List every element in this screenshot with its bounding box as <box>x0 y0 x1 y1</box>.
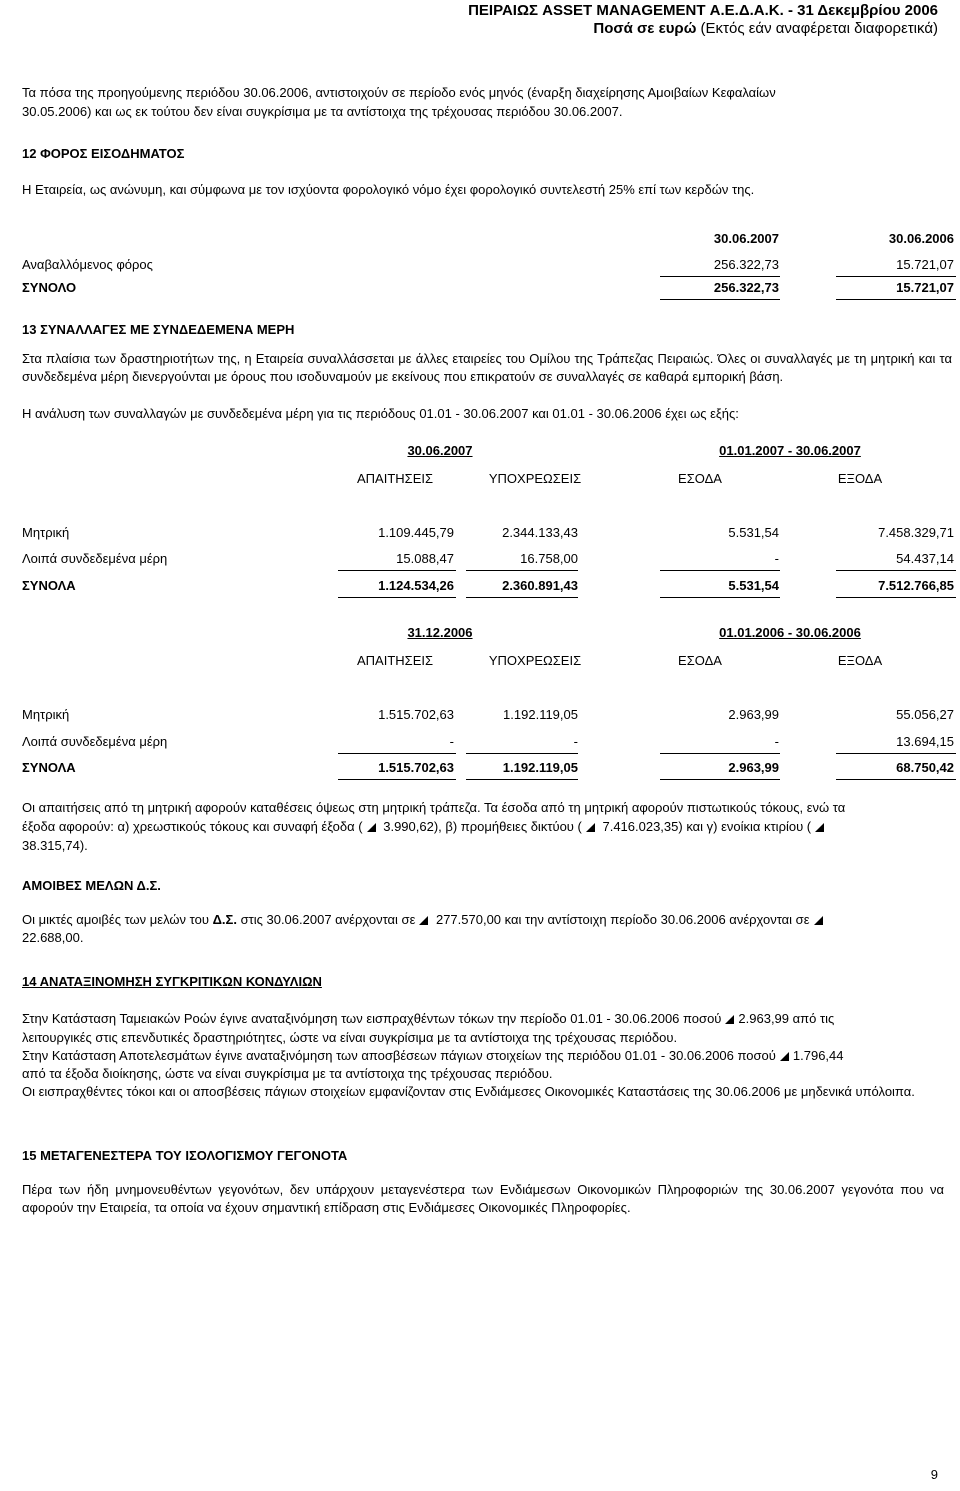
section-13-heading: 13 ΣΥΝΑΛΛΑΓΕΣ ΜΕ ΣΥΝΔΕΔΕΜΕΝΑ ΜΕΡΗ <box>22 322 295 337</box>
divider <box>466 570 578 571</box>
tax-total-label: ΣΥΝΟΛΟ <box>22 280 77 295</box>
table2-cell: 2.963,99 <box>728 707 779 722</box>
table1-cell: - <box>774 551 779 566</box>
section-14-line-3: Στην Κατάσταση Αποτελεσμάτων έγινε αναταξινόμηση των αποσβέσεων πάγιων στοιχείων της περιόδου 01.01 - 30.06.2006 ποσού 1.796,44 <box>22 1048 844 1063</box>
table1-cell: 7.458.329,71 <box>878 525 954 540</box>
parent-note-line-2: έξοδα αφορούν: α) χρεωστικούς τόκους και συναφή έξοδα ( 3.990,62), β) προμήθειες δικτύου ( 7.416.023,35) και γ) ενοίκια κτιρίου ( <box>22 818 952 836</box>
divider <box>836 779 956 780</box>
table2-date-balance: 31.12.2006 <box>407 625 473 640</box>
section-14-line-5: Οι εισπραχθέντες τόκοι και οι αποσβέσεις πάγιων στοιχείων εμφανίζονταν στις Ενδιάμεσες Οικονομικές Καταστάσεις της 30.06.2006 με μηδενικά υπόλοιπα. <box>22 1084 915 1099</box>
euro-icon <box>586 823 595 832</box>
table1-cell: 15.088,47 <box>396 551 454 566</box>
table2-col-expenses: ΕΞΟΔΑ <box>837 653 883 668</box>
section-13-analysis-text: Η ανάλυση των συναλλαγών με συνδεδεμένα μέρη για τις περιόδους 01.01 - 30.06.2007 και 01.01 - 30.06.2006 έχει ως εξής: <box>22 406 739 421</box>
divider <box>836 597 956 598</box>
divider <box>660 570 780 571</box>
divider <box>660 299 780 300</box>
divider <box>660 597 780 598</box>
euro-icon <box>780 1052 789 1061</box>
table2-col-income: ΕΣΟΔΑ <box>678 653 722 668</box>
table1-cell: 2.344.133,43 <box>502 525 578 540</box>
table1-cell: 5.531,54 <box>728 525 779 540</box>
table2-total-cell: 1.515.702,63 <box>378 760 454 775</box>
table2-total-cell: 68.750,42 <box>896 760 954 775</box>
divider <box>836 276 956 277</box>
divider <box>660 753 780 754</box>
tax-row-label: Αναβαλλόμενος φόρος <box>22 257 153 272</box>
table1-col-expenses: ΕΞΟΔΑ <box>837 471 883 486</box>
board-fees-heading: ΑΜΟΙΒΕΣ ΜΕΛΩΝ Δ.Σ. <box>22 878 161 893</box>
divider <box>466 753 578 754</box>
tax-total-2007: 256.322,73 <box>713 280 779 295</box>
table1-row-parent-label: Μητρική <box>22 525 70 540</box>
tax-total-2006: 15.721,07 <box>896 280 954 295</box>
table2-cell: - <box>774 734 779 749</box>
section-15-heading: 15 ΜΕΤΑΓΕΝΕΣΤΕΡΑ ΤΟΥ ΙΣΟΛΟΓΙΣΜΟΥ ΓΕΓΟΝΟΤΑ <box>22 1148 348 1163</box>
document-subtitle <box>593 20 938 37</box>
tax-col-2006: 30.06.2006 <box>888 231 954 246</box>
table1-total-cell: 1.124.534,26 <box>378 578 454 593</box>
divider <box>660 779 780 780</box>
tax-col-2007: 30.06.2007 <box>713 231 779 246</box>
table2-col-payables: ΥΠΟΧΡΕΩΣΕΙΣ <box>488 653 582 668</box>
table1-date-period: 01.01.2007 - 30.06.2007 <box>719 443 861 458</box>
table2-cell: 1.515.702,63 <box>378 707 454 722</box>
divider <box>836 570 956 571</box>
parent-note-line-1: Οι απαιτήσεις από τη μητρική αφορούν καταθέσεις όψεως στη μητρική τράπεζα. Τα έσοδα από τη μητρική αφορούν πιστωτικούς τόκους, ενώ τα <box>22 800 846 815</box>
divider <box>338 753 456 754</box>
section-15-text: Πέρα των ήδη μνημονευθέντων γεγονότων, δεν υπάρχουν μεταγενέστερα των Ενδιάμεσων Οικονομικών Πληροφοριών της 30.06.2007 γεγονότα που να αφορούν την Εταιρεία, τα οποία να έχουν σημαντική επίδραση στις Ενδιάμεσες Οικονομικές Πληροφορίες. <box>22 1182 944 1215</box>
table2-cell: - <box>573 734 578 749</box>
table2-cell: - <box>449 734 454 749</box>
divider <box>660 276 780 277</box>
table1-total-cell: 2.360.891,43 <box>502 578 578 593</box>
divider <box>338 570 456 571</box>
divider <box>338 597 456 598</box>
section-14-heading: 14 ΑΝΑΤΑΞΙΝΟΜΗΣΗ ΣΥΓΚΡΙΤΙΚΩΝ ΚΟΝΔΥΛΙΩΝ <box>22 974 322 989</box>
table1-total-cell: 5.531,54 <box>728 578 779 593</box>
table2-row-parent-label: Μητρική <box>22 707 70 722</box>
section-14-line-4: από τα έξοδα διοίκησης, ώστε να είναι συγκρίσιμα με τα αντίστοιχα της τρέχουσας περιόδου. <box>22 1066 553 1081</box>
divider <box>466 597 578 598</box>
board-fees-line-1: Οι μικτές αμοιβές των μελών του Δ.Σ. στις 30.06.2007 ανέρχονται σε 277.570,00 και την αντίστοιχη περίοδο 30.06.2006 ανέρχονται σε <box>22 911 827 929</box>
euro-icon <box>419 916 428 925</box>
divider <box>466 779 578 780</box>
parent-note-line-3: 38.315,74). <box>22 838 88 853</box>
table2-cell: 55.056,27 <box>896 707 954 722</box>
table2-total-cell: 2.963,99 <box>728 760 779 775</box>
table2-total-cell: 1.192.119,05 <box>502 760 578 775</box>
section-13-paragraph: Στα πλαίσια των δραστηριοτήτων της, η Εταιρεία συναλλάσσεται με άλλες εταιρείες του Ομίλου της Τράπεζας Πειραιώς. Όλες οι συναλλαγές με τη μητρική και τα συνδεδεμένα μέρη διενεργούνται με όρους που ισοδυναμούν με εκείνους που επικρατούν σε συναλλαγές σε καθαρά εμπορική βάση. <box>22 351 952 384</box>
page-number: 9 <box>930 1467 938 1482</box>
table1-col-payables: ΥΠΟΧΡΕΩΣΕΙΣ <box>488 471 582 486</box>
table1-row-related-label: Λοιπά συνδεδεμένα μέρη <box>22 551 168 566</box>
intro-line-2: 30.05.2006) και ως εκ τούτου δεν είναι συγκρίσιμα με τα αντίστοιχα της τρέχουσας περιόδου 30.06.2007. <box>22 104 623 119</box>
divider <box>836 299 956 300</box>
table1-cell: 1.109.445,79 <box>378 525 454 540</box>
table1-total-label: ΣΥΝΟΛΑ <box>22 578 76 593</box>
table1-col-income: ΕΣΟΔΑ <box>678 471 722 486</box>
tax-row-value-2007: 256.322,73 <box>713 257 779 272</box>
tax-row-value-2006: 15.721,07 <box>896 257 954 272</box>
section-12-text: Η Εταιρεία, ως ανώνυμη, και σύμφωνα με τον ισχύοντα φορολογικό νόμο έχει φορολογικό συντελεστή 25% επί των κερδών της. <box>22 182 755 197</box>
table1-col-receivables: ΑΠΑΙΤΗΣΕΙΣ <box>356 471 434 486</box>
table2-col-receivables: ΑΠΑΙΤΗΣΕΙΣ <box>356 653 434 668</box>
document-title: ΠΕΙΡΑΙΩΣ ASSET MANAGEMENT Α.Ε.Δ.Α.Κ. - 31 Δεκεμβρίου 2006 <box>468 2 938 19</box>
currency-note-rest: (Εκτός εάν αναφέρεται διαφορετικά) <box>696 20 938 37</box>
divider <box>836 753 956 754</box>
table1-date-balance: 30.06.2007 <box>407 443 473 458</box>
euro-icon <box>367 823 376 832</box>
table1-total-cell: 7.512.766,85 <box>878 578 954 593</box>
table1-cell: 16.758,00 <box>520 551 578 566</box>
divider <box>338 779 456 780</box>
table2-row-related-label: Λοιπά συνδεδεμένα μέρη <box>22 734 168 749</box>
euro-icon <box>814 916 823 925</box>
section-12-heading: 12 ΦΟΡΟΣ ΕΙΣΟΔΗΜΑΤΟΣ <box>22 146 185 161</box>
board-fees-line-2: 22.688,00. <box>22 930 84 945</box>
table2-total-label: ΣΥΝΟΛΑ <box>22 760 76 775</box>
currency-note: Ποσά σε ευρώ <box>593 20 697 37</box>
euro-icon <box>815 823 824 832</box>
table2-date-period: 01.01.2006 - 30.06.2006 <box>719 625 861 640</box>
euro-icon <box>725 1015 734 1024</box>
section-14-line-1: Στην Κατάσταση Ταμειακών Ροών έγινε αναταξινόμηση των εισπραχθέντων τόκων την περίοδο 01.01 - 30.06.2006 ποσού 2.963,99 από τις <box>22 1011 835 1026</box>
table1-cell: 54.437,14 <box>896 551 954 566</box>
table2-cell: 13.694,15 <box>896 734 954 749</box>
table2-cell: 1.192.119,05 <box>503 707 578 722</box>
section-14-line-2: λειτουργικές στις επενδυτικές δραστηριότητες, ώστε να είναι συγκρίσιμα με τα αντίστοιχα της τρέχουσας περιόδου. <box>22 1030 678 1045</box>
intro-line-1: Τα πόσα της προηγούμενης περιόδου 30.06.2006, αντιστοιχούν σε περίοδο ενός μηνός (έναρξη διαχείρησης Αμοιβαίων Κεφαλαίων <box>22 85 776 100</box>
